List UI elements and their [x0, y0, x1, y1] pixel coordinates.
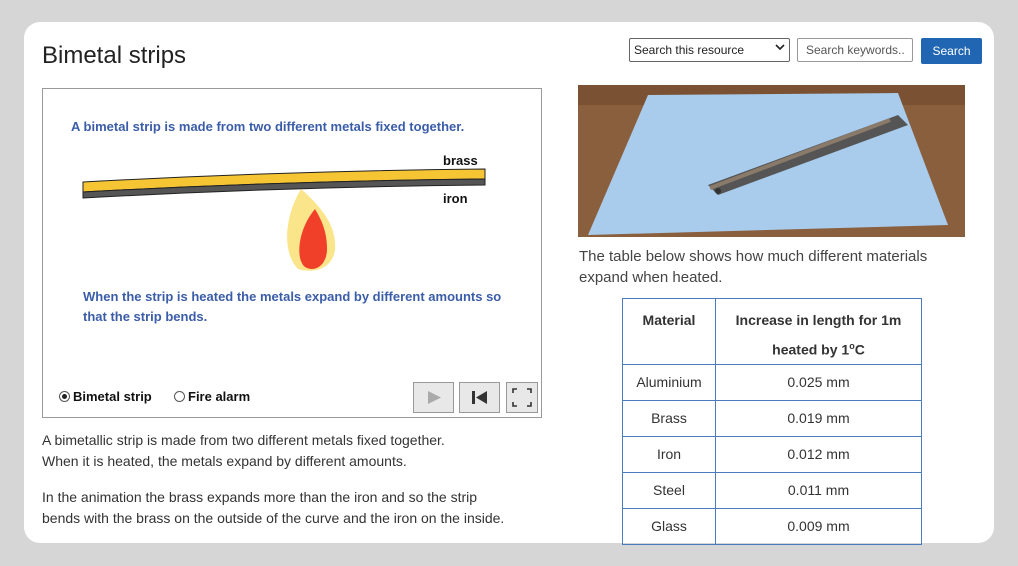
table-row — [623, 436, 922, 472]
option-bimetal-strip[interactable] — [59, 389, 152, 404]
header-increase-line1: Increase in length for 1m — [735, 312, 902, 328]
header-increase-text: heated by 1 — [772, 341, 850, 358]
header-material: Material — [623, 299, 716, 365]
search-scope-select[interactable] — [629, 38, 790, 62]
animation-caption-bottom: When the strip is heated the metals expand by different amounts so that the strip bends. — [83, 289, 502, 324]
table-row — [623, 508, 922, 544]
cell-increase: 0.011 mm — [716, 472, 922, 508]
cell-increase: 0.009 mm — [716, 508, 922, 544]
expansion-table — [622, 298, 922, 545]
iron-label: iron — [443, 191, 468, 206]
description-line: When it is heated, the metals expand by different amounts. — [42, 453, 407, 469]
header-increase-line2 — [717, 333, 920, 363]
description-line: A bimetallic strip is made from two different metals fixed together. — [42, 432, 445, 448]
fullscreen-button[interactable] — [506, 382, 538, 413]
description-line: bends with the brass on the outside of the curve and the iron on the inside. — [42, 510, 505, 526]
cell-material: Glass — [623, 508, 716, 544]
cell-increase: 0.025 mm — [716, 364, 922, 400]
page-title: Bimetal strips — [42, 42, 187, 69]
degree-symbol: o — [849, 341, 855, 351]
cell-material: Brass — [623, 400, 716, 436]
animation-caption-top: A bimetal strip is made from two different metals fixed together. — [71, 119, 465, 134]
fullscreen-icon — [507, 383, 537, 412]
option-label: Bimetal strip — [73, 389, 152, 404]
cell-increase: 0.012 mm — [716, 436, 922, 472]
search-scope-value: Search this resource — [634, 43, 745, 57]
play-icon — [414, 383, 453, 412]
cell-material: Aluminium — [623, 364, 716, 400]
bimetal-strip-illustration — [43, 89, 543, 289]
rewind-button[interactable] — [459, 382, 500, 413]
table-row — [623, 472, 922, 508]
animation-panel — [42, 88, 542, 418]
header-increase-unit: C — [854, 341, 865, 358]
flame-icon — [287, 189, 335, 271]
cell-material: Steel — [623, 472, 716, 508]
radio-unselected-icon[interactable] — [174, 391, 185, 402]
header-increase — [716, 299, 922, 365]
cell-increase: 0.019 mm — [716, 400, 922, 436]
option-fire-alarm[interactable] — [174, 389, 250, 404]
brass-label: brass — [443, 153, 478, 168]
table-row — [623, 400, 922, 436]
table-header-row — [623, 299, 922, 365]
description-line: In the animation the brass expands more than the iron and so the strip — [42, 489, 478, 505]
content-card — [24, 22, 994, 543]
search-input[interactable] — [797, 38, 913, 62]
bimetal-strip-photo — [578, 85, 965, 237]
description-paragraph-1 — [42, 430, 445, 472]
cell-material: Iron — [623, 436, 716, 472]
search-placeholder: Search keywords.. — [806, 43, 905, 57]
chevron-down-icon — [775, 42, 785, 52]
option-label: Fire alarm — [188, 389, 251, 404]
table-row — [623, 364, 922, 400]
play-button[interactable] — [413, 382, 454, 413]
rewind-icon — [460, 383, 499, 412]
search-button[interactable]: Search — [921, 38, 982, 64]
description-paragraph-2 — [42, 487, 504, 529]
radio-selected-icon[interactable] — [59, 391, 70, 402]
table-intro: The table below shows how much different materials expand when heated. — [579, 248, 928, 286]
